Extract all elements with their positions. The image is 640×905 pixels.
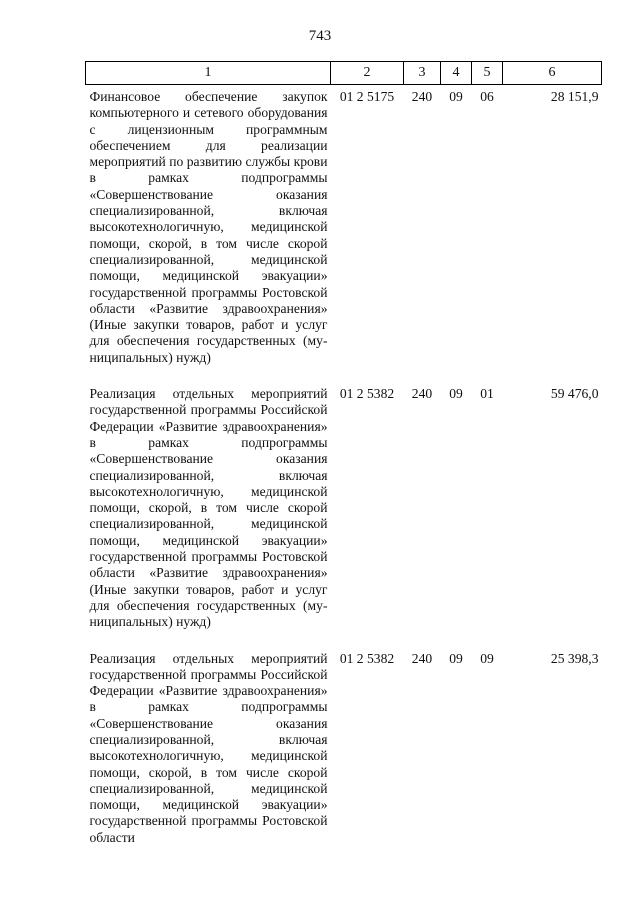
row-amount: 25 398,3 xyxy=(550,650,599,666)
budget-table xyxy=(85,61,602,862)
row-expense-type: 240 xyxy=(411,386,433,402)
row-subsection: 01 xyxy=(480,386,494,402)
row-section: 09 xyxy=(449,650,463,666)
column-header-6: 6 xyxy=(503,62,602,85)
row-target-article: 01 2 5382 xyxy=(339,650,395,666)
column-header-3: 3 xyxy=(404,62,441,85)
column-header-1: 1 xyxy=(86,62,331,85)
column-header-4: 4 xyxy=(441,62,472,85)
column-header-2: 2 xyxy=(331,62,404,85)
row-target-article: 01 2 5175 xyxy=(339,89,395,104)
row-description: Финансовое обеспечение закупок компьютерного и сетевого оборудования с лицензионным программным обеспечением для реализации мероприятий по развитию службы крови в рамках подпрограммы «Совершенствование оказания специализированной, включая высокотехнологичную, медицинской помощи, скорой, в том числе скорой специализированной, медицинской помощи, медицинской эвакуации» государственной программы Ростовской области «Развитие здравоохранения» (Иные закупки товаров, работ и услуг для обеспечения государственных (муниципальных) нужд) xyxy=(89,89,328,365)
column-header-5: 5 xyxy=(472,62,503,85)
row-amount: 28 151,9 xyxy=(550,89,599,104)
table-row xyxy=(86,85,602,383)
table-row xyxy=(86,647,602,863)
row-section: 09 xyxy=(449,89,463,104)
row-expense-type: 240 xyxy=(411,650,433,666)
row-amount: 59 476,0 xyxy=(550,386,599,402)
table-header-row xyxy=(86,62,602,85)
row-subsection: 09 xyxy=(480,650,494,666)
page-number: 743 xyxy=(308,28,332,44)
row-section: 09 xyxy=(449,386,463,402)
table-header xyxy=(86,62,602,85)
row-description: Реализация отдельных мероприятий государственной программы Российской Федерации «Развитие здравоохранения» в рамках подпрограммы «Совершенствование оказания специализированной, включая высокотехнологичную, медицинской помощи, скорой, в том числе скорой специализированной, медицинской помощи, медицинской эвакуации» государственной программы Ростовской области «Развитие здравоохранения» (Иные закупки товаров, работ и услуг для обеспечения государственных (муниципальных) нужд) xyxy=(89,386,328,630)
row-description: Реализация отдельных мероприятий государственной программы Российской Федерации «Развитие здравоохранения» в рамках подпрограммы «Совершенствование оказания специализированной, включая высокотехнологичную, медицинской помощи, скорой, в том числе скорой специализированной, медицинской помощи, медицинской эвакуации» государственной программы Ростовской области xyxy=(89,650,328,845)
row-expense-type: 240 xyxy=(411,89,433,104)
table-body xyxy=(86,85,602,863)
row-target-article: 01 2 5382 xyxy=(339,386,395,402)
row-subsection: 06 xyxy=(480,89,494,104)
table-row xyxy=(86,382,602,646)
